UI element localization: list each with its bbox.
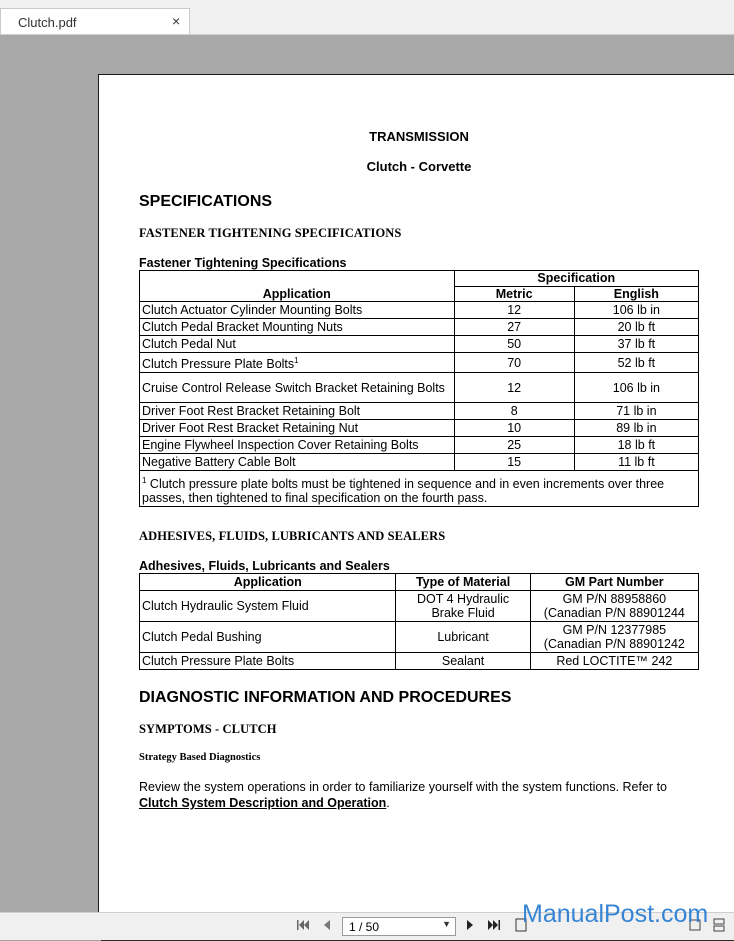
cell-metric: 12: [454, 373, 574, 403]
table-footnote-row: [140, 471, 699, 507]
table-row: [140, 591, 699, 622]
table-row: [140, 302, 699, 319]
cell-application: Driver Foot Rest Bracket Retaining Nut: [140, 420, 455, 437]
cell-english: 37 lb ft: [574, 336, 698, 353]
table-row: [140, 454, 699, 471]
cell-type-line: DOT 4 Hydraulic: [416, 592, 510, 606]
clutch-system-description-link[interactable]: Clutch System Description and Operation: [139, 796, 387, 810]
col-header-part-number: GM Part Number: [530, 574, 698, 591]
cell-application: Cruise Control Release Switch Bracket Retaining Bolts: [140, 373, 455, 403]
cell-part: [530, 591, 698, 622]
table-row: [140, 403, 699, 420]
cell-english: 106 lb in: [574, 373, 698, 403]
cell-english: 71 lb in: [574, 403, 698, 420]
col-header-type: Type of Material: [396, 574, 530, 591]
body-text: Review the system operations in order to familiarize yourself with the system functions. Refer to: [139, 780, 667, 794]
cell-part: [530, 622, 698, 653]
cell-application: Driver Foot Rest Bracket Retaining Bolt: [140, 403, 455, 420]
table-row: [140, 336, 699, 353]
footnote-mark: 1: [142, 476, 147, 485]
cell-type: [396, 591, 530, 622]
cell-type: Lubricant: [396, 622, 530, 653]
table-row: [140, 373, 699, 403]
strategy-heading: Strategy Based Diagnostics: [139, 752, 261, 763]
tab-title: Clutch.pdf: [18, 15, 77, 30]
table-row: [140, 319, 699, 336]
cell-english: 20 lb ft: [574, 319, 698, 336]
tab-bar: [0, 0, 734, 34]
col-header-application: Application: [140, 574, 396, 591]
table-row: [140, 353, 699, 373]
close-icon[interactable]: ×: [172, 13, 181, 29]
cell-application: Clutch Pedal Bushing: [140, 622, 396, 653]
cell-application: Negative Battery Cable Bolt: [140, 454, 455, 471]
cell-part-line: GM P/N 12377985: [562, 623, 667, 637]
cell-metric: 27: [454, 319, 574, 336]
table-row: [140, 420, 699, 437]
cell-metric: 15: [454, 454, 574, 471]
continuous-page-icon[interactable]: [712, 918, 726, 935]
cell-part-line: (Canadian P/N 88901244: [543, 606, 685, 620]
last-page-icon[interactable]: [487, 918, 501, 935]
footnote-text: Clutch pressure plate bolts must be tightened in sequence and in even increments over three passes, then tightened to final specification on the fourth pass.: [142, 477, 665, 506]
header-title: TRANSMISSION: [369, 129, 469, 144]
fastener-section-heading: FASTENER TIGHTENING SPECIFICATIONS: [139, 226, 402, 240]
pdf-page: [98, 74, 734, 938]
table-row: [140, 622, 699, 653]
cell-application: Clutch Actuator Cylinder Mounting Bolts: [140, 302, 455, 319]
fastener-table-caption: Fastener Tightening Specifications: [139, 256, 347, 270]
cell-metric: 70: [454, 353, 574, 373]
cell-application: Clutch Pressure Plate Bolts: [140, 653, 396, 670]
next-page-icon[interactable]: [464, 918, 476, 935]
cell-metric: 10: [454, 420, 574, 437]
cell-application: [140, 353, 455, 373]
tab-clutch-pdf[interactable]: [0, 8, 190, 34]
watermark: ManualPost.com: [522, 900, 709, 928]
cell-metric: 12: [454, 302, 574, 319]
adhesives-section-heading: ADHESIVES, FLUIDS, LUBRICANTS AND SEALERS: [139, 529, 446, 543]
cell-type-line: Brake Fluid: [431, 606, 495, 620]
diagnostic-heading: DIAGNOSTIC INFORMATION AND PROCEDURES: [139, 689, 512, 706]
table-row: [140, 653, 699, 670]
cell-english: 106 lb in: [574, 302, 698, 319]
footnote-mark: 1: [294, 355, 299, 365]
cell-part: Red LOCTITE™ 242: [530, 653, 698, 670]
cell-english: 89 lb in: [574, 420, 698, 437]
cell-application: Clutch Pedal Nut: [140, 336, 455, 353]
cell-english: 52 lb ft: [574, 353, 698, 373]
symptoms-heading: SYMPTOMS - CLUTCH: [139, 722, 277, 736]
specifications-heading: SPECIFICATIONS: [139, 193, 273, 210]
cell-english: 11 lb ft: [574, 454, 698, 471]
cell-metric: 25: [454, 437, 574, 454]
table-footnote: [140, 471, 699, 507]
cell-part-line: (Canadian P/N 88901242: [543, 637, 685, 651]
col-header-english: English: [574, 286, 698, 302]
fastener-table: [139, 270, 699, 507]
page-indicator: 1 / 50: [349, 920, 380, 934]
cell-application: Clutch Pedal Bracket Mounting Nuts: [140, 319, 455, 336]
cell-application: Clutch Hydraulic System Fluid: [140, 591, 396, 622]
body-end: .: [386, 796, 390, 810]
header-subtitle: Clutch - Corvette: [366, 159, 472, 174]
cell-application-text: Clutch Pressure Plate Bolts: [142, 357, 295, 372]
cell-application: Engine Flywheel Inspection Cover Retaining Bolts: [140, 437, 455, 454]
cell-english: 18 lb ft: [574, 437, 698, 454]
page-selector[interactable]: [342, 917, 456, 936]
col-header-specification: Specification: [454, 271, 698, 287]
first-page-icon[interactable]: [296, 918, 310, 935]
chevron-down-icon: ▼: [442, 919, 451, 929]
body-paragraph: [139, 779, 704, 811]
adhesives-table: [139, 573, 699, 670]
cell-metric: 8: [454, 403, 574, 420]
cell-metric: 50: [454, 336, 574, 353]
table-row: [140, 437, 699, 454]
cell-type: Sealant: [396, 653, 530, 670]
cell-part-line: GM P/N 88958860: [562, 592, 667, 606]
adhesives-table-caption: Adhesives, Fluids, Lubricants and Sealers: [139, 559, 390, 573]
col-header-application: Application: [140, 271, 455, 302]
col-header-metric: Metric: [454, 286, 574, 302]
previous-page-icon[interactable]: [321, 918, 333, 935]
